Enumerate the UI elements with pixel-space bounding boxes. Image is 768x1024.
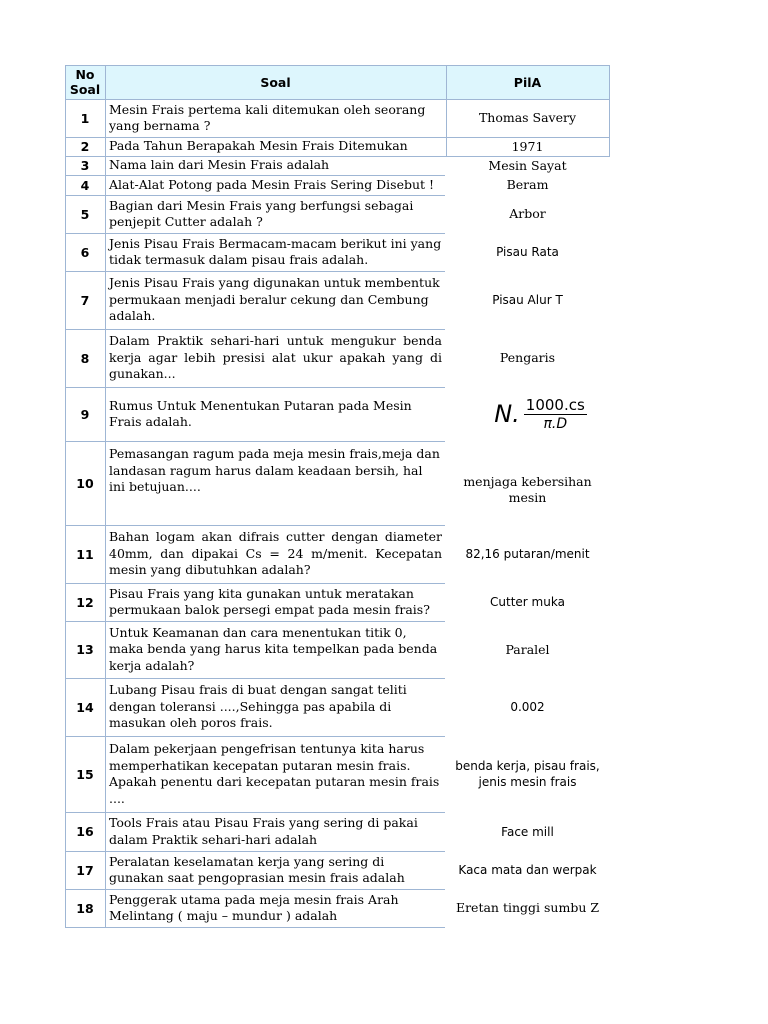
- answer-text: Arbor: [509, 206, 546, 221]
- row-border: [105, 525, 445, 526]
- answer-text: Cutter muka: [490, 595, 565, 609]
- row-number: 18: [76, 900, 94, 916]
- row-border: [105, 387, 445, 388]
- row-border: [65, 851, 105, 852]
- row-number: 7: [80, 292, 90, 308]
- question-text: [105, 99, 446, 137]
- question-text-content: Pemasangan ragum pada meja mesin frais,meja dan landasan ragum harus dalam keadaan bersih, hal ini betujuan....: [109, 446, 440, 494]
- question-text: [105, 387, 446, 441]
- row-number: 14: [76, 699, 94, 715]
- question-text-content: Pada Tahun Berapakah Mesin Frais Ditemukan: [109, 138, 408, 154]
- row-border: [65, 233, 105, 234]
- formula-prefix: N.: [494, 400, 520, 428]
- row-border: [65, 329, 105, 330]
- question-text: [105, 441, 446, 525]
- answer-text: Pengaris: [499, 350, 556, 365]
- row-border: [105, 137, 609, 138]
- row-border: [105, 812, 445, 813]
- row-border: [65, 812, 105, 813]
- row-number: 12: [76, 594, 94, 610]
- row-border: [105, 851, 445, 852]
- question-text-content: Mesin Frais pertema kali ditemukan oleh seorang yang bernama ?: [109, 101, 426, 133]
- question-text: [105, 889, 446, 927]
- header-pila: PilA: [513, 74, 542, 90]
- row-border: [65, 99, 105, 100]
- question-text-content: Alat-Alat Potong pada Mesin Frais Sering Disebut !: [109, 176, 435, 192]
- row-border: [65, 175, 105, 176]
- header-soal: Soal: [260, 74, 291, 90]
- header-top-border: [65, 65, 609, 66]
- row-number: 6: [80, 244, 90, 260]
- question-text: [105, 621, 446, 678]
- row-border: [105, 621, 445, 622]
- question-text: [105, 195, 446, 233]
- question-text: [105, 329, 446, 387]
- question-text: [105, 137, 446, 156]
- row-border: [65, 387, 105, 388]
- question-text: [105, 736, 446, 812]
- question-text-content: Dalam Praktik sehari-hari untuk mengukur benda kerja agar lebih presisi alat ukur apakah yang di gunakan...: [109, 333, 442, 382]
- row-border: [65, 583, 105, 584]
- question-text-content: Rumus Untuk Menentukan Putaran pada Mesin Frais adalah.: [109, 397, 412, 429]
- row-border: [105, 175, 445, 176]
- question-text: [105, 233, 446, 271]
- row-number: 9: [80, 406, 90, 422]
- answer-text: Paralel: [505, 641, 550, 657]
- question-text-content: Dalam pekerjaan pengefrisan tentunya kita harus memperhatikan kecepatan putaran mesin frais. Apakah penentu dari kecepatan putaran mesin frais ....: [109, 741, 440, 806]
- question-text: [105, 812, 446, 851]
- question-text-content: Jenis Pisau Frais Bermacam-macam berikut ini yang tidak termasuk dalam pisau frais adalah.: [109, 235, 442, 267]
- question-text-content: Untuk Keamanan dan cara menentukan titik 0, maka benda yang harus kita tempelkan pada benda kerja adalah?: [109, 624, 438, 673]
- row-border: [105, 583, 445, 584]
- row-border: [105, 271, 445, 272]
- row-border: [105, 441, 445, 442]
- row-border: [105, 156, 609, 157]
- question-text: [105, 678, 446, 736]
- row-number: 4: [80, 177, 90, 193]
- question-text: [105, 271, 446, 329]
- row-border: [65, 271, 105, 272]
- answer-text: benda kerja, pisau frais, jenis mesin frais: [455, 759, 600, 789]
- row-border: [105, 678, 445, 679]
- question-text-content: Nama lain dari Mesin Frais adalah: [109, 157, 330, 173]
- question-text: [105, 156, 446, 175]
- row-number: 5: [80, 206, 90, 222]
- answer-text: Kaca mata dan werpak: [458, 863, 597, 877]
- row-border: [65, 137, 105, 138]
- row-number: 17: [76, 862, 94, 878]
- row-number: 16: [76, 824, 94, 839]
- answer-text: 1971: [511, 138, 544, 154]
- answer-text: Face mill: [501, 824, 554, 839]
- question-text-content: Lubang Pisau frais di buat dengan sangat teliti dengan toleransi ....,Sehingga pas apabila di masukan oleh poros frais.: [109, 682, 407, 731]
- row-border: [65, 156, 105, 157]
- formula-denominator: π.D: [543, 415, 568, 432]
- row-border: [65, 195, 105, 196]
- question-text-content: Peralatan keselamatan kerja yang sering di gunakan saat pengoprasian mesin frais adalah: [109, 853, 405, 885]
- row-number: 15: [76, 766, 94, 782]
- answer-text: Pisau Alur T: [492, 293, 563, 307]
- question-text-content: Pisau Frais yang kita gunakan untuk meratakan permukaan balok persegi empat pada mesin frais?: [109, 585, 430, 617]
- answer-text: 82,16 putaran/menit: [465, 547, 590, 561]
- row-border: [65, 621, 105, 622]
- answer-text: Pisau Rata: [496, 245, 559, 259]
- row-border: [65, 927, 105, 928]
- right-border: [609, 65, 610, 157]
- row-border: [105, 233, 445, 234]
- question-text: [105, 583, 446, 621]
- row-border: [65, 889, 105, 890]
- question-text: [105, 525, 446, 583]
- row-number: 2: [80, 139, 90, 154]
- formula-fraction: [524, 397, 587, 432]
- row-number: 1: [80, 110, 90, 126]
- row-border: [105, 195, 445, 196]
- formula: [494, 397, 587, 432]
- row-border: [105, 927, 445, 928]
- pila-column-border: [446, 65, 447, 157]
- row-number: 8: [80, 350, 90, 366]
- row-number: 11: [76, 546, 94, 562]
- row-border: [105, 889, 445, 890]
- row-number: 13: [76, 642, 94, 657]
- formula-numerator: 1000.cs: [525, 395, 585, 414]
- question-text-content: Penggerak utama pada meja mesin frais Arah Melintang ( maju – mundur ) adalah: [109, 891, 399, 923]
- question-text: [105, 851, 446, 889]
- header-bottom-border: [105, 99, 609, 100]
- row-number: 10: [76, 475, 94, 491]
- question-text-content: Bahan logam akan difrais cutter dengan diameter 40mm, dan dipakai Cs = 24 m/menit. Kecepatan mesin yang dibutuhkan adalah?: [109, 529, 442, 578]
- answer-text: 0.002: [510, 700, 545, 714]
- row-border: [65, 525, 105, 526]
- formula-answer: [446, 387, 609, 441]
- row-border: [65, 441, 105, 442]
- question-text-content: Bagian dari Mesin Frais yang berfungsi sebagai penjepit Cutter adalah ?: [109, 197, 414, 229]
- answer-text: Thomas Savery: [478, 110, 577, 125]
- header-no-soal: No Soal: [69, 67, 101, 97]
- answer-text: Mesin Sayat: [488, 157, 567, 173]
- row-border: [105, 736, 445, 737]
- row-border: [65, 736, 105, 737]
- answer-text: Eretan tinggi sumbu Z: [455, 900, 600, 915]
- row-number: 3: [80, 158, 90, 173]
- row-border: [65, 678, 105, 679]
- answer-text: Beram: [506, 177, 549, 192]
- row-border: [105, 329, 445, 330]
- question-text-content: Tools Frais atau Pisau Frais yang sering di pakai dalam Praktik sehari-hari adalah: [109, 815, 418, 847]
- question-text: [105, 175, 446, 195]
- answer-text: menjaga kebersihan mesin: [463, 474, 592, 505]
- question-text-content: Jenis Pisau Frais yang digunakan untuk membentuk permukaan menjadi beralur cekung dan Cembung adalah.: [109, 275, 440, 324]
